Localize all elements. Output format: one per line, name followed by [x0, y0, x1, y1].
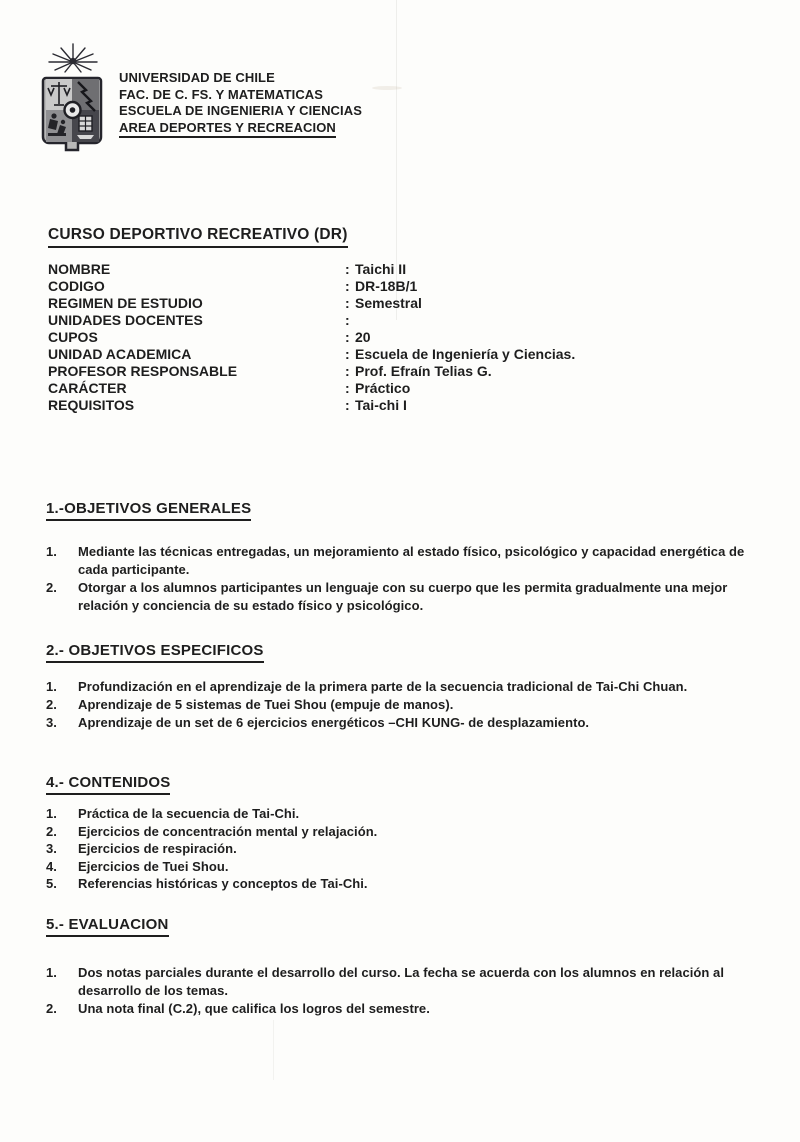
field-separator: : — [345, 295, 350, 311]
field-label: UNIDADES DOCENTES — [48, 312, 203, 328]
field-row-nombre — [48, 261, 575, 278]
field-label: REGIMEN DE ESTUDIO — [48, 295, 203, 311]
field-label: UNIDAD ACADEMICA — [48, 346, 192, 362]
field-row-cupos — [48, 329, 575, 346]
section-objetivos-generales — [46, 500, 773, 615]
field-row-caracter — [48, 380, 575, 397]
section-list — [46, 678, 773, 732]
field-separator: : — [345, 278, 350, 294]
universidad-de-chile-crest-icon — [35, 40, 109, 159]
field-row-unidad-academica — [48, 346, 575, 363]
course-info-fields — [48, 261, 575, 414]
list-item: Otorgar a los alumnos participantes un lenguaje con su cuerpo que les permita gradualmente una mejor relación y conciencia de su estado físico y psicológico. — [78, 580, 728, 613]
scan-artifact-smudge — [372, 86, 402, 90]
field-row-regimen — [48, 295, 575, 312]
field-value: DR-18B/1 — [355, 278, 418, 294]
field-value: Escuela de Ingeniería y Ciencias. — [355, 346, 576, 362]
section-heading: 5.- EVALUACION — [46, 916, 773, 937]
field-row-unidades-docentes — [48, 312, 575, 329]
field-label: REQUISITOS — [48, 397, 135, 413]
field-value: Semestral — [355, 295, 422, 311]
field-value: Práctico — [355, 380, 411, 396]
list-item: Ejercicios de respiración. — [78, 841, 237, 856]
list-item: Práctica de la secuencia de Tai-Chi. — [78, 806, 300, 821]
document-title: CURSO DEPORTIVO RECREATIVO (DR) — [48, 226, 348, 248]
list-item: Una nota final (C.2), que califica los logros del semestre. — [78, 1000, 430, 1016]
field-value: 20 — [355, 329, 371, 345]
school-name: ESCUELA DE INGENIERIA Y CIENCIAS — [119, 103, 363, 118]
field-separator: : — [345, 261, 350, 277]
section-heading: 2.- OBJETIVOS ESPECIFICOS — [46, 642, 773, 663]
field-label: CODIGO — [48, 278, 105, 294]
field-row-codigo — [48, 278, 575, 295]
list-item: Dos notas parciales durante el desarrollo del curso. La fecha se acuerda con los alumnos en relación al desarrollo de los temas. — [78, 964, 724, 998]
list-item: Mediante las técnicas entregadas, un mejoramiento al estado físico, psicológico y capacidad energética de cada participante. — [78, 544, 745, 577]
field-label: CARÁCTER — [48, 380, 127, 396]
list-item: Ejercicios de Tuei Shou. — [78, 858, 229, 874]
field-label: NOMBRE — [48, 261, 111, 277]
section-list — [46, 964, 773, 1018]
field-separator: : — [345, 329, 350, 345]
field-separator: : — [345, 346, 350, 362]
field-separator: : — [345, 363, 350, 379]
list-item: Profundización en el aprendizaje de la primera parte de la secuencia tradicional de Tai-Chi Chuan. — [78, 679, 688, 694]
list-item: Aprendizaje de un set de 6 ejercicios energéticos –CHI KUNG- de desplazamiento. — [78, 715, 590, 730]
scan-artifact-line — [273, 1020, 274, 1080]
section-objetivos-especificos — [46, 642, 773, 732]
field-row-profesor — [48, 363, 575, 380]
list-item: Ejercicios de concentración mental y relajación. — [78, 823, 378, 839]
field-value: Prof. Efraín Telias G. — [355, 363, 492, 379]
field-separator: : — [345, 397, 350, 413]
field-label: CUPOS — [48, 329, 98, 345]
area-name: AREA DEPORTES Y RECREACION — [119, 120, 336, 139]
faculty-name: FAC. DE C. FS. Y MATEMATICAS — [119, 86, 324, 102]
section-heading: 1.-OBJETIVOS GENERALES — [46, 500, 773, 521]
field-label: PROFESOR RESPONSABLE — [48, 363, 238, 379]
field-value: Tai-chi I — [355, 397, 407, 413]
field-separator: : — [345, 380, 350, 396]
field-value: Taichi II — [355, 261, 407, 277]
section-list — [46, 543, 773, 615]
field-row-requisitos — [48, 397, 575, 414]
list-item: Aprendizaje de 5 sistemas de Tuei Shou (empuje de manos). — [78, 697, 454, 712]
section-list — [46, 805, 773, 893]
field-separator: : — [345, 312, 350, 328]
section-contenidos — [46, 774, 773, 893]
section-evaluacion — [46, 916, 773, 1018]
section-heading: 4.- CONTENIDOS — [46, 774, 773, 795]
letterhead — [35, 40, 362, 159]
university-name: UNIVERSIDAD DE CHILE — [119, 70, 275, 85]
list-item: Referencias históricas y conceptos de Tai-Chi. — [78, 876, 368, 891]
letterhead-text — [119, 70, 362, 159]
document-sections — [46, 500, 773, 1018]
